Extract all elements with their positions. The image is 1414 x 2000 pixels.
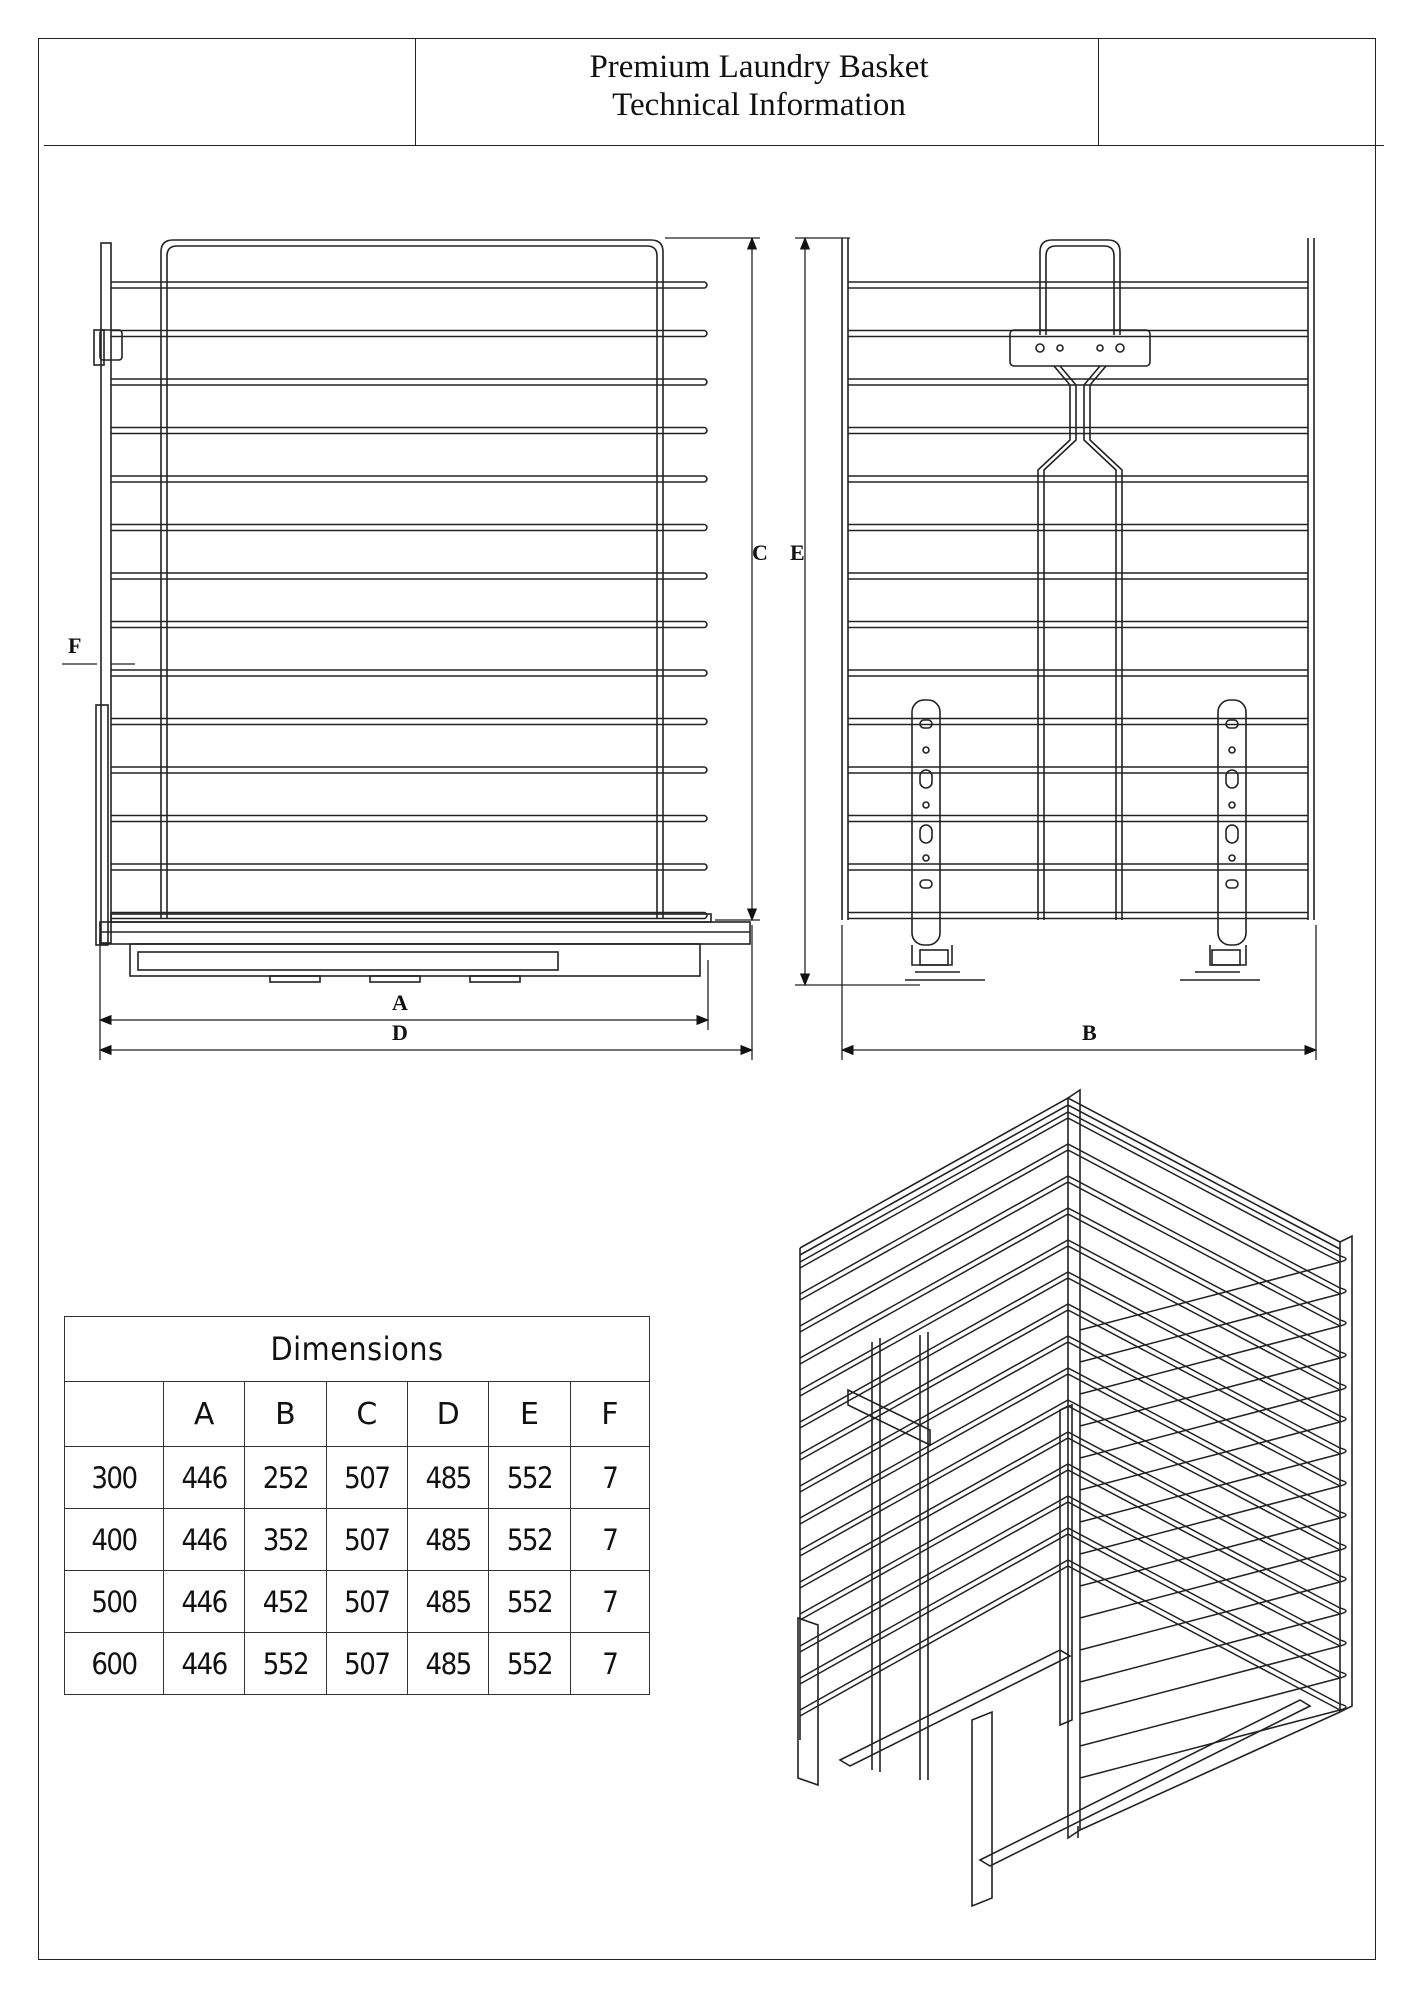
table-cell: 500 — [65, 1571, 164, 1633]
table-cell: 7 — [570, 1509, 649, 1571]
basket-wire — [848, 573, 1308, 579]
basket-wire — [111, 573, 707, 579]
table-header-cell: D — [407, 1382, 488, 1447]
basket-wire — [800, 1432, 1346, 1650]
basket-wire — [111, 428, 707, 434]
dimension-label-f: F — [68, 633, 82, 658]
dimensions-table-container — [64, 1316, 650, 1695]
front-view-wires — [848, 282, 1308, 919]
table-cell: 452 — [245, 1571, 326, 1633]
basket-wire — [800, 1240, 1346, 1458]
table-cell: 507 — [326, 1509, 407, 1571]
table-cell: 7 — [570, 1571, 649, 1633]
table-cell: 552 — [245, 1633, 326, 1695]
dimension-label-e: E — [790, 540, 805, 565]
basket-wire — [111, 379, 707, 385]
dimension-label-a: A — [392, 990, 408, 1015]
title-line-1: Premium Laundry Basket — [589, 49, 929, 85]
table-cell: 485 — [407, 1633, 488, 1695]
table-row — [65, 1633, 650, 1695]
basket-wire — [800, 1304, 1346, 1522]
table-cell: 7 — [570, 1633, 649, 1695]
basket-wire — [111, 816, 707, 822]
title-line-2: Technical Information — [612, 87, 906, 123]
basket-wire — [848, 670, 1308, 676]
basket-wire — [848, 913, 1308, 919]
table-cell: 552 — [489, 1509, 570, 1571]
basket-wire — [800, 1496, 1346, 1714]
table-cell: 552 — [489, 1447, 570, 1509]
basket-wire — [111, 476, 707, 482]
basket-wire — [848, 864, 1308, 870]
table-header-cell: E — [489, 1382, 570, 1447]
table-header-cell: F — [570, 1382, 649, 1447]
table-header-cell: B — [245, 1382, 326, 1447]
basket-wire — [800, 1112, 1346, 1330]
dimensions-table-caption: Dimensions — [65, 1317, 650, 1382]
isometric-view-wires — [800, 1112, 1346, 1778]
basket-wire — [111, 719, 707, 725]
table-row — [65, 1571, 650, 1633]
table-cell: 552 — [489, 1571, 570, 1633]
basket-wire — [800, 1272, 1346, 1490]
table-cell: 552 — [489, 1633, 570, 1695]
basket-wire — [800, 1464, 1346, 1682]
basket-wire — [848, 525, 1308, 531]
basket-wire — [111, 525, 707, 531]
basket-wire — [800, 1208, 1346, 1426]
table-cell: 446 — [163, 1571, 244, 1633]
table-cell: 252 — [245, 1447, 326, 1509]
basket-wire — [848, 719, 1308, 725]
table-header-cell — [65, 1382, 164, 1447]
table-cell: 446 — [163, 1447, 244, 1509]
table-cell: 485 — [407, 1447, 488, 1509]
table-cell: 507 — [326, 1633, 407, 1695]
basket-wire — [848, 379, 1308, 385]
table-header-cell: C — [326, 1382, 407, 1447]
basket-wire — [800, 1144, 1346, 1362]
table-cell: 446 — [163, 1633, 244, 1695]
basket-wire — [800, 1400, 1346, 1618]
table-cell: 485 — [407, 1571, 488, 1633]
table-cell: 400 — [65, 1509, 164, 1571]
table-cell: 7 — [570, 1447, 649, 1509]
basket-wire — [111, 767, 707, 773]
table-cell: 446 — [163, 1509, 244, 1571]
basket-wire — [800, 1528, 1346, 1746]
basket-wire — [848, 476, 1308, 482]
basket-wire — [800, 1368, 1346, 1586]
dimension-label-b: B — [1082, 1020, 1097, 1045]
table-cell: 485 — [407, 1509, 488, 1571]
front-view-dimensions — [795, 238, 1316, 1060]
table-row — [65, 1509, 650, 1571]
basket-wire — [111, 622, 707, 628]
basket-wire — [848, 331, 1308, 337]
basket-wire — [848, 816, 1308, 822]
table-cell: 300 — [65, 1447, 164, 1509]
table-cell: 507 — [326, 1571, 407, 1633]
basket-wire — [800, 1560, 1346, 1778]
table-cell: 352 — [245, 1509, 326, 1571]
table-header-cell: A — [163, 1382, 244, 1447]
side-view-wires — [111, 282, 707, 919]
table-cell: 600 — [65, 1633, 164, 1695]
basket-wire — [800, 1336, 1346, 1554]
basket-wire — [111, 864, 707, 870]
dimensions-table-caption-row — [65, 1317, 650, 1382]
dimensions-table-header-row — [65, 1382, 650, 1447]
basket-wire — [111, 282, 707, 288]
basket-wire — [848, 622, 1308, 628]
basket-wire — [848, 767, 1308, 773]
basket-wire — [848, 282, 1308, 288]
basket-wire — [848, 428, 1308, 434]
basket-wire — [111, 670, 707, 676]
table-row — [65, 1447, 650, 1509]
front-view-drawing — [842, 238, 1314, 980]
basket-wire — [111, 331, 707, 337]
dimension-label-d: D — [392, 1020, 408, 1045]
dimensions-table — [64, 1316, 650, 1695]
dimension-label-c: C — [752, 540, 768, 565]
table-cell: 507 — [326, 1447, 407, 1509]
